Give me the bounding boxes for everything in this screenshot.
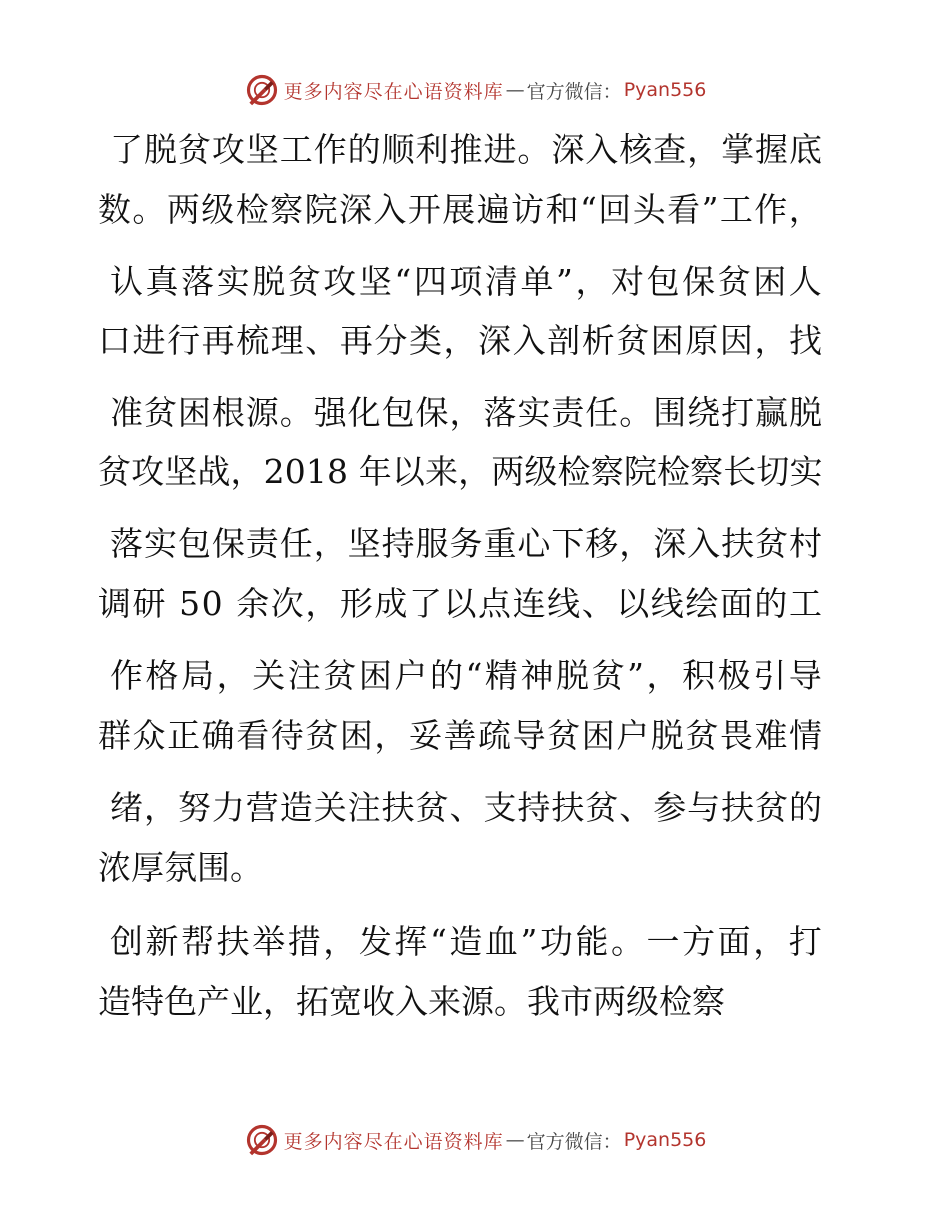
body-line: 作格局，关注贫困户的“精神脱贫”，积极引导 xyxy=(110,656,825,695)
body-line: 贫攻坚战，2018 年以来，两级检察院检察长切实 xyxy=(98,452,823,491)
body-line: 调研 50 余次，形成了以点连线、以线绘面的工 xyxy=(98,584,824,623)
banner-wechat-label: 官方微信： xyxy=(526,80,622,103)
body-line: 准贫困根源。强化包保，落实责任。围绕打赢脱 xyxy=(110,393,823,432)
body-line: 数。两级检察院深入开展遍访和“回头看”工作， xyxy=(98,190,824,229)
banner-slogan: 更多内容尽在心语资料库 xyxy=(283,1130,504,1153)
body-line: 认真落实脱贫攻坚“四项清单”，对包保贫困人 xyxy=(110,262,825,301)
body-line: 口进行再梳理、再分类，深入剖析贫困原因，找 xyxy=(98,321,824,360)
body-line: 群众正确看待贫困，妥善疏导贫困户脱贫畏难情 xyxy=(98,716,824,755)
banner-wechat-id: Pyan556 xyxy=(623,79,707,101)
banner-wechat-id: Pyan556 xyxy=(623,1129,707,1151)
banner-separator: — xyxy=(505,1129,525,1151)
body-line: 造特色产业，拓宽收入来源。我市两级检察 xyxy=(98,982,725,1021)
body-line: 绪，努力营造关注扶贫、支持扶贫、参与扶贫的 xyxy=(110,788,823,827)
footer-banner xyxy=(0,1120,950,1160)
pen-logo-icon xyxy=(244,1122,280,1158)
body-line: 创新帮扶举措，发挥“造血”功能。一方面，打 xyxy=(110,922,825,961)
banner-wechat-label: 官方微信： xyxy=(526,1130,622,1153)
body-line: 落实包保责任，坚持服务重心下移，深入扶贫村 xyxy=(110,524,823,563)
banner-separator: — xyxy=(505,79,525,101)
banner-slogan: 更多内容尽在心语资料库 xyxy=(283,80,504,103)
body-line: 浓厚氛围。 xyxy=(98,848,263,887)
body-line: 了脱贫攻坚工作的顺利推进。深入核查，掌握底 xyxy=(110,130,823,169)
